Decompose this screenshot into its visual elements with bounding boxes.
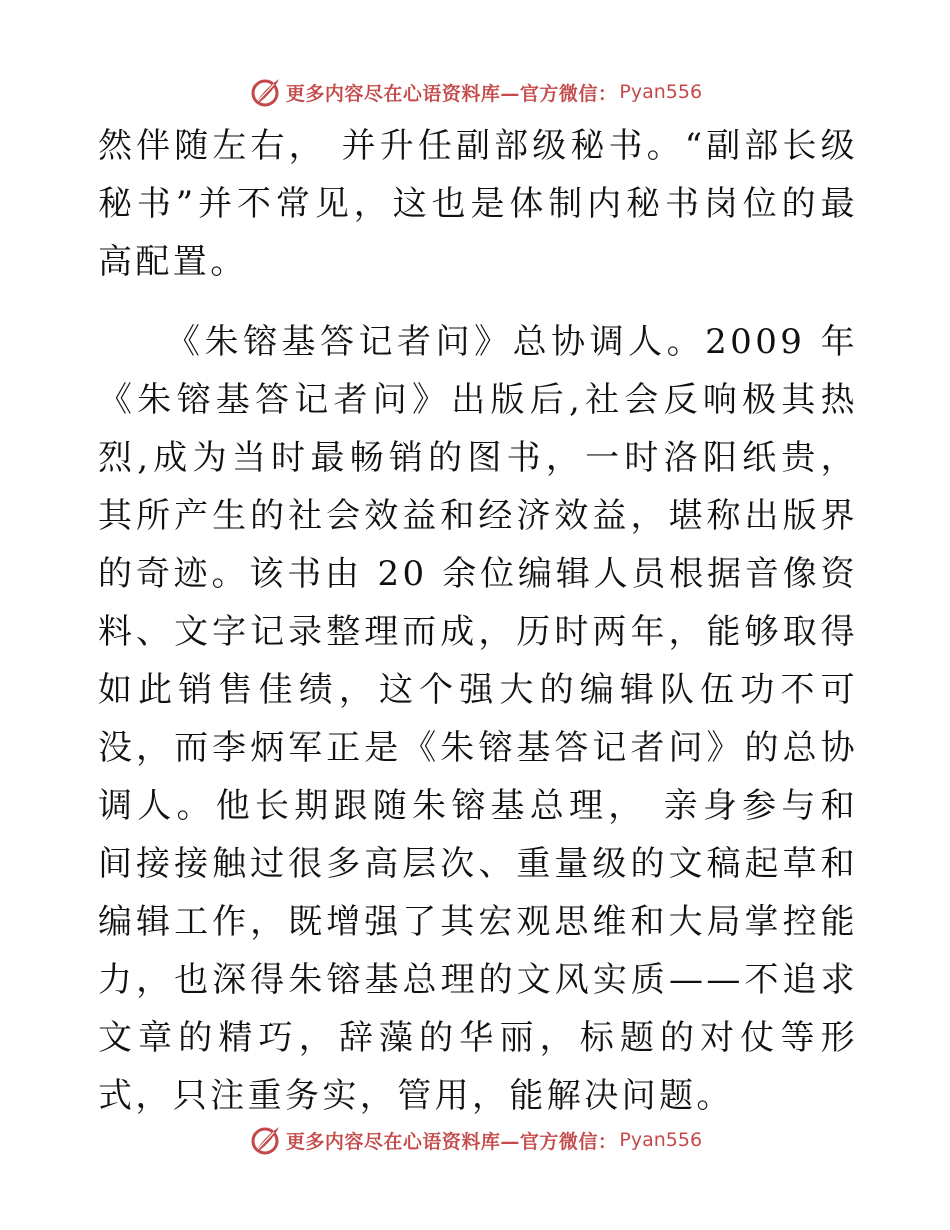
footer-watermark: [0, 1120, 950, 1160]
feather-pen-logo-icon: [248, 75, 282, 109]
watermark-text: 更多内容尽在心语资料库—官方微信：: [285, 82, 618, 105]
feather-pen-logo-icon: [248, 1123, 282, 1157]
watermark-wechat-id: Pyan556: [619, 1129, 703, 1151]
watermark-wechat-id: Pyan556: [619, 81, 703, 103]
paragraph-continuation: 然伴随左右， 并升任副部级秘书。“副部长级秘书”并不常见，这也是体制内秘书岗位的最高配置。: [98, 126, 858, 282]
document-body: [98, 117, 858, 1125]
watermark-text: 更多内容尽在心语资料库—官方微信：: [285, 1130, 618, 1153]
paragraph-zhu-rongji-book: 《朱镕基答记者问》总协调人。2009 年《朱镕基答记者问》出版后,社会反响极其热烈,成为当时最畅销的图书，一时洛阳纸贵，其所产生的社会效益和经济效益，堪称出版界的奇迹。该书由 20 余位编辑人员根据音像资料、文字记录整理而成，历时两年，能够取得如此销售佳绩，这个强大的编辑队伍功不可没，而李炳军正是《朱镕基答记者问》的总协调人。他长期跟随朱镕基总理， 亲身参与和间接接触过很多高层次、重量级的文稿起草和编辑工作，既增强了其宏观思维和大局掌控能力，也深得朱镕基总理的文风实质——不追求文章的精巧，辞藻的华丽，标题的对仗等形式，只注重务实，管用，能解决问题。: [98, 322, 858, 1116]
header-watermark: [0, 72, 950, 112]
